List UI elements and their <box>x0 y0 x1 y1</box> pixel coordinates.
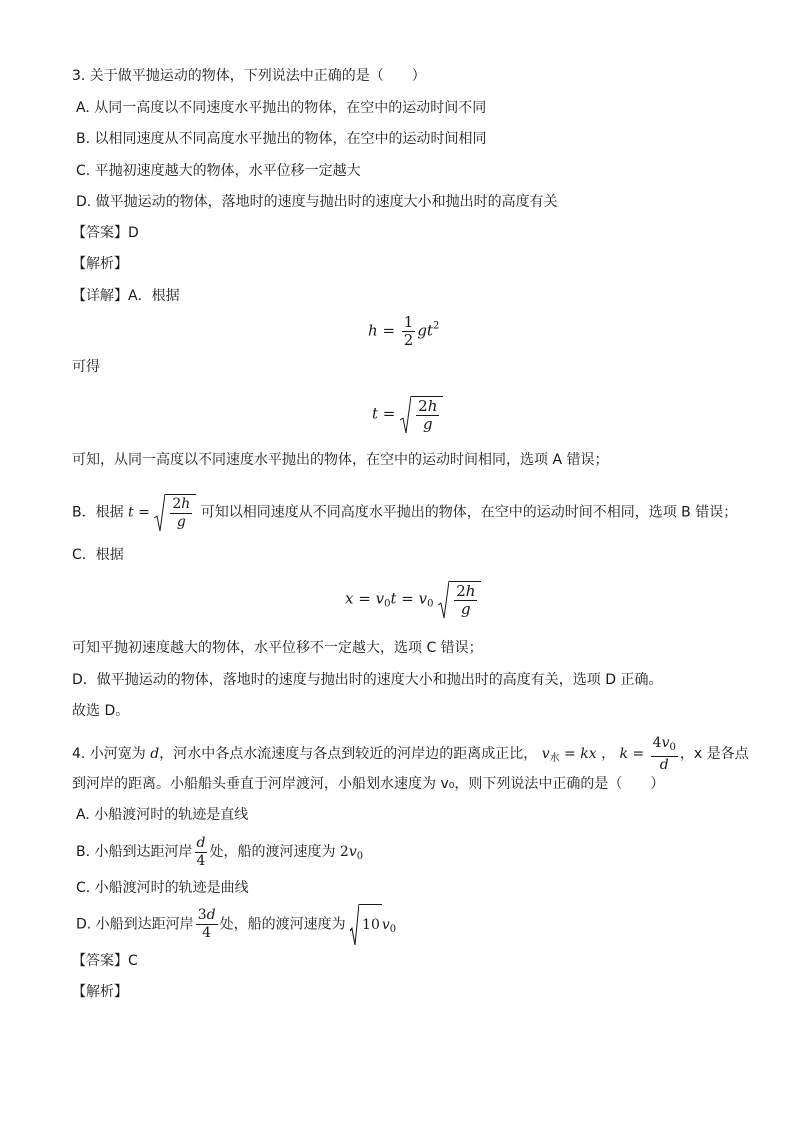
q3-option-b: B. 以相同速度从不同高度水平抛出的物体，在空中的运动时间相同 <box>76 131 487 147</box>
q3-b-suffix: 可知以相同速度从不同高度水平抛出的物体，在空中的运动时间不相同，选项 B 错误； <box>200 504 738 521</box>
q3-choose: 故选 D。 <box>72 703 130 719</box>
q4-stem-a: 4. 小河宽为 <box>72 746 146 762</box>
q3-a-conclusion: 可知，从同一高度以不同速度水平抛出的物体，在空中的运动时间相同，选项 A 错误； <box>72 452 609 468</box>
q4-option-d: D. 小船到达距河岸 $\frac{3d}{4}$ 处，船的渡河速度为 10 $v_0$ <box>76 904 396 950</box>
q3-option-c: C. 平抛初速度越大的物体，水平位移一定越大 <box>76 163 361 179</box>
q4-stem-c: ，x 是各点 <box>679 746 749 762</box>
q3-kede: 可得 <box>72 359 100 375</box>
q3-detail-a: 【详解】A．根据 <box>72 288 180 304</box>
q3-option-d: D. 做平抛运动的物体，落地时的速度与抛出时的速度大小和抛出时的高度有关 <box>76 194 558 210</box>
q3-c-conclusion: 可知平抛初速度越大的物体，水平位移不一定越大，选项 C 错误； <box>72 640 483 656</box>
q3-answer: 【答案】D <box>72 225 139 241</box>
q3-stem: 3. 关于做平抛运动的物体，下列说法中正确的是（ ） <box>72 68 426 84</box>
q4-analysis-heading: 【解析】 <box>72 984 128 1000</box>
q3-b-prefix: B．根据 <box>72 504 124 521</box>
q4-option-b-post: 处，船的渡河速度为 <box>209 844 336 860</box>
q4-answer: 【答案】C <box>72 953 138 969</box>
q4-stem-line2: 到河岸的距离。小船船头垂直于河岸渡河，小船划水速度为 v₀，则下列说法中正确的是（ ） <box>72 776 665 792</box>
q3-d-text: D．做平抛运动的物体，落地时的速度与抛出时的速度大小和抛出时的高度有关，选项 D 正确。 <box>72 672 663 688</box>
q3-c-prefix: C．根据 <box>72 547 124 563</box>
q4-stem-line1: 4. 小河宽为 d，河水中各点水流速度与各点到较近的河岸边的距离成正比， $v_水$ = kx ， k = $\frac{4v_0}{d}$ ，x 是各点 <box>72 734 749 773</box>
q4-option-a: A. 小船渡河时的轨迹是直线 <box>76 807 249 823</box>
q3-option-a: A. 从同一高度以不同速度水平抛出的物体，在空中的运动时间不同 <box>76 100 487 116</box>
q4-stem-b: ，河水中各点水流速度与各点到较近的河岸边的距离成正比， <box>159 746 538 762</box>
q4-option-d-post: 处，船的渡河速度为 <box>219 916 346 933</box>
q4-option-d-pre: D. 小船到达距河岸 <box>76 916 194 933</box>
q4-option-c: C. 小船渡河时的轨迹是曲线 <box>76 880 249 896</box>
q3-analysis-heading: 【解析】 <box>72 256 128 272</box>
q4-option-b: B. 小船到达距河岸 $\frac{d}{4}$ 处，船的渡河速度为 $2v_0$ <box>76 834 364 869</box>
equation-h: h = $\frac{1}{2}$ $gt^2$ <box>368 313 440 349</box>
sqrt-2h-g: $\frac{2h}{g}$ <box>154 494 196 531</box>
equation-t: t = $\frac{2h}{g}$ <box>372 396 443 433</box>
equation-x: $x = v_0t = v_0$ $\frac{2h}{g}$ <box>345 581 481 618</box>
q3-b-line: B．根据 t = $\frac{2h}{g}$ 可知以相同速度从不同高度水平抛出的物体，在空中的运动时间不相同，选项 B 错误； <box>72 496 738 530</box>
q4-option-b-pre: B. 小船到达距河岸 <box>76 844 193 860</box>
